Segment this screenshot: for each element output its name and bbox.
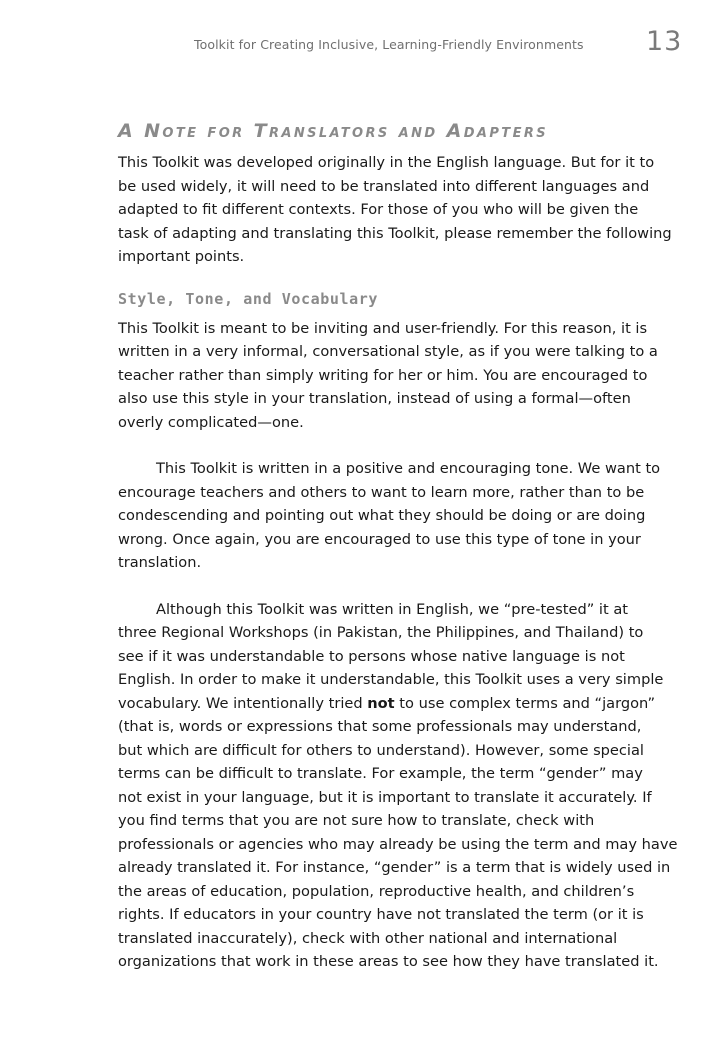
text-line: This Toolkit is meant to be inviting and user-friendly. For this reason, it is <box>118 319 648 337</box>
intro-paragraph <box>118 151 684 269</box>
text-line: adapted to fit different contexts. For those of you who will be given the <box>118 201 639 218</box>
subsection-heading: Style, Tone, and Vocabulary <box>118 289 379 308</box>
spacer <box>118 434 684 457</box>
text-line: English. In order to make it understandable, this Toolkit uses a very simple <box>118 671 664 688</box>
text-line: not exist in your language, but it is important to translate it accurately. If <box>118 788 652 806</box>
text-line: overly complicated—one. <box>118 413 304 431</box>
text-line: professionals or agencies who may already be using the term and may have <box>118 835 678 853</box>
text-line: be used widely, it will need to be translated into different languages and <box>118 177 650 195</box>
text-line: rights. If educators in your country have not translated the term (or it is <box>118 906 644 923</box>
vocabulary-paragraph <box>118 598 684 974</box>
text-line: see if it was understandable to persons whose native language is not <box>118 647 625 665</box>
text-line: (that is, words or expressions that some professionals may understand, <box>118 718 642 735</box>
tone-paragraph <box>118 457 684 575</box>
text-line: but which are difficult for others to understand). However, some special <box>118 741 644 759</box>
text-line: translated inaccurately), check with other national and international <box>118 929 618 947</box>
text-line: translation. <box>118 554 202 571</box>
text-line: also use this style in your translation, instead of using a formal—often <box>118 390 631 407</box>
spacer <box>118 269 684 279</box>
page-header <box>0 0 728 70</box>
section-title: A Note for Translators and Adapters <box>118 120 549 142</box>
spacer <box>118 575 684 598</box>
text-line: wrong. Once again, you are encouraged to use this type of tone in your <box>118 530 641 548</box>
text-line: terms can be difficult to translate. For example, the term “gender” may <box>118 765 643 782</box>
text-line: teacher rather than simply writing for her or him. You are encouraged to <box>118 366 648 384</box>
page-number: 13 <box>646 26 683 57</box>
text-line-with-emphasis <box>118 692 684 716</box>
text-line: the areas of education, population, reproductive health, and children’s <box>118 882 635 900</box>
text-line: organizations that work in these areas to see how they have translated it. <box>118 953 659 970</box>
text-fragment: vocabulary. We intentionally tried <box>118 694 368 712</box>
text-line: This Toolkit is written in a positive and encouraging tone. We want to <box>156 460 661 477</box>
text-line: you find terms that you are not sure how to translate, check with <box>118 812 595 829</box>
text-line: written in a very informal, conversational style, as if you were talking to a <box>118 343 658 360</box>
text-line: already translated it. For instance, “gender” is a term that is widely used in <box>118 859 671 876</box>
text-fragment: to use complex terms and “jargon” <box>394 694 656 712</box>
page-body <box>118 118 684 974</box>
style-paragraph <box>118 317 684 435</box>
emphasis-word: not <box>367 694 395 712</box>
text-line: condescending and pointing out what they should be doing or are doing <box>118 507 646 524</box>
text-line: three Regional Workshops (in Pakistan, the Philippines, and Thailand) to <box>118 624 644 641</box>
text-line: important points. <box>118 248 245 265</box>
text-line: encourage teachers and others to want to learn more, rather than to be <box>118 483 645 501</box>
text-line: Although this Toolkit was written in English, we “pre-tested” it at <box>156 600 629 618</box>
text-line: task of adapting and translating this Toolkit, please remember the following <box>118 224 672 242</box>
text-line: This Toolkit was developed originally in the English language. But for it to <box>118 154 655 171</box>
running-title: Toolkit for Creating Inclusive, Learning-Friendly Environments <box>194 37 584 52</box>
